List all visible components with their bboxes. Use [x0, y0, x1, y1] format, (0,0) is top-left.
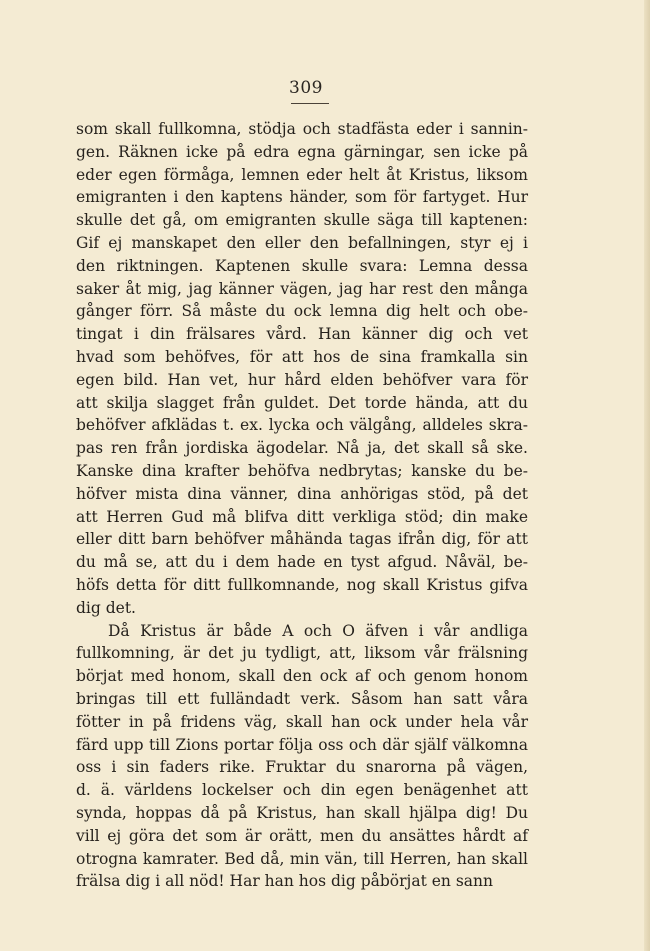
text-line: oss i sin faders rike. Fruktar du snarorna på vägen, [76, 758, 528, 777]
text-line: eller ditt barn behöfver måhända tagas ifrån dig, för att [76, 530, 528, 549]
text-line: fullkomning, är det ju tydligt, att, liksom vår frälsning [76, 644, 528, 663]
text-line: du må se, att du i dem hade en tyst afgud. Nåväl, be- [76, 553, 528, 572]
text-line: d. ä. världens lockelser och din egen benägenhet att [76, 781, 528, 800]
text-line: färd upp till Zions portar följa oss och där själf välkomna [76, 735, 528, 754]
text-line: vill ej göra det som är orätt, men du ansättes hårdt af [76, 826, 528, 845]
text-line: att skilja slagget från guldet. Det torde hända, att du [76, 393, 528, 412]
text-line: synda, hoppas då på Kristus, han skall hjälpa dig! Du [76, 803, 528, 822]
text-line: otrogna kamrater. Bed då, min vän, till Herren, han skall [76, 849, 528, 868]
text-line: gånger förr. Så måste du ock lemna dig helt och obe- [76, 302, 528, 321]
paragraph [76, 118, 528, 620]
text-line: fötter in på fridens väg, skall han ock under hela vår [76, 712, 528, 731]
text-line: Då Kristus är både A och O äfven i vår andliga [108, 621, 528, 640]
text-line: egen bild. Han vet, hur hård elden behöfver vara för [76, 370, 528, 389]
text-line: Gif ej manskapet den eller den befallningen, styr ej i [76, 233, 528, 252]
text-line: behöfver afklädas t. ex. lycka och välgång, alldeles skra- [76, 416, 528, 435]
page-number-rule [291, 103, 329, 104]
text-line: börjat med honom, skall den ock af och genom honom [76, 667, 528, 686]
text-line: saker åt mig, jag känner vägen, jag har rest den många [76, 279, 528, 298]
text-line: Kanske dina krafter behöfva nedbrytas; kanske du be- [76, 461, 528, 480]
text-line: bringas till ett fulländadt verk. Såsom han satt våra [76, 689, 528, 708]
body-text [76, 118, 528, 893]
text-line: emigranten i den kaptens händer, som för fartyget. Hur [76, 188, 528, 207]
text-line: höfver mista dina vänner, dina anhörigas stöd, på det [76, 484, 528, 503]
paragraph [76, 620, 528, 894]
text-line: höfs detta för ditt fullkomnande, nog skall Kristus gifva [76, 575, 528, 594]
page-edge [644, 0, 650, 951]
page-number: 309 [289, 78, 323, 98]
text-line: att Herren Gud må blifva ditt verkliga stöd; din make [76, 507, 528, 526]
text-line: frälsa dig i all nöd! Har han hos dig påbörjat en sann [76, 872, 493, 891]
text-line: skulle det gå, om emigranten skulle säga till kaptenen: [76, 211, 528, 230]
text-line: dig det. [76, 598, 136, 617]
text-line: den riktningen. Kaptenen skulle svara: Lemna dessa [76, 256, 528, 275]
text-line: gen. Räknen icke på edra egna gärningar, sen icke på [76, 142, 528, 161]
text-line: pas ren från jordiska ägodelar. Nå ja, det skall så ske. [76, 439, 528, 458]
text-line: som skall fullkomna, stödja och stadfästa eder i sannin- [76, 120, 528, 138]
text-line: tingat i din frälsares vård. Han känner dig och vet [76, 325, 528, 344]
text-line: hvad som behöfves, för att hos de sina framkalla sin [76, 347, 528, 366]
text-line: eder egen förmåga, lemnen eder helt åt Kristus, liksom [76, 165, 528, 184]
